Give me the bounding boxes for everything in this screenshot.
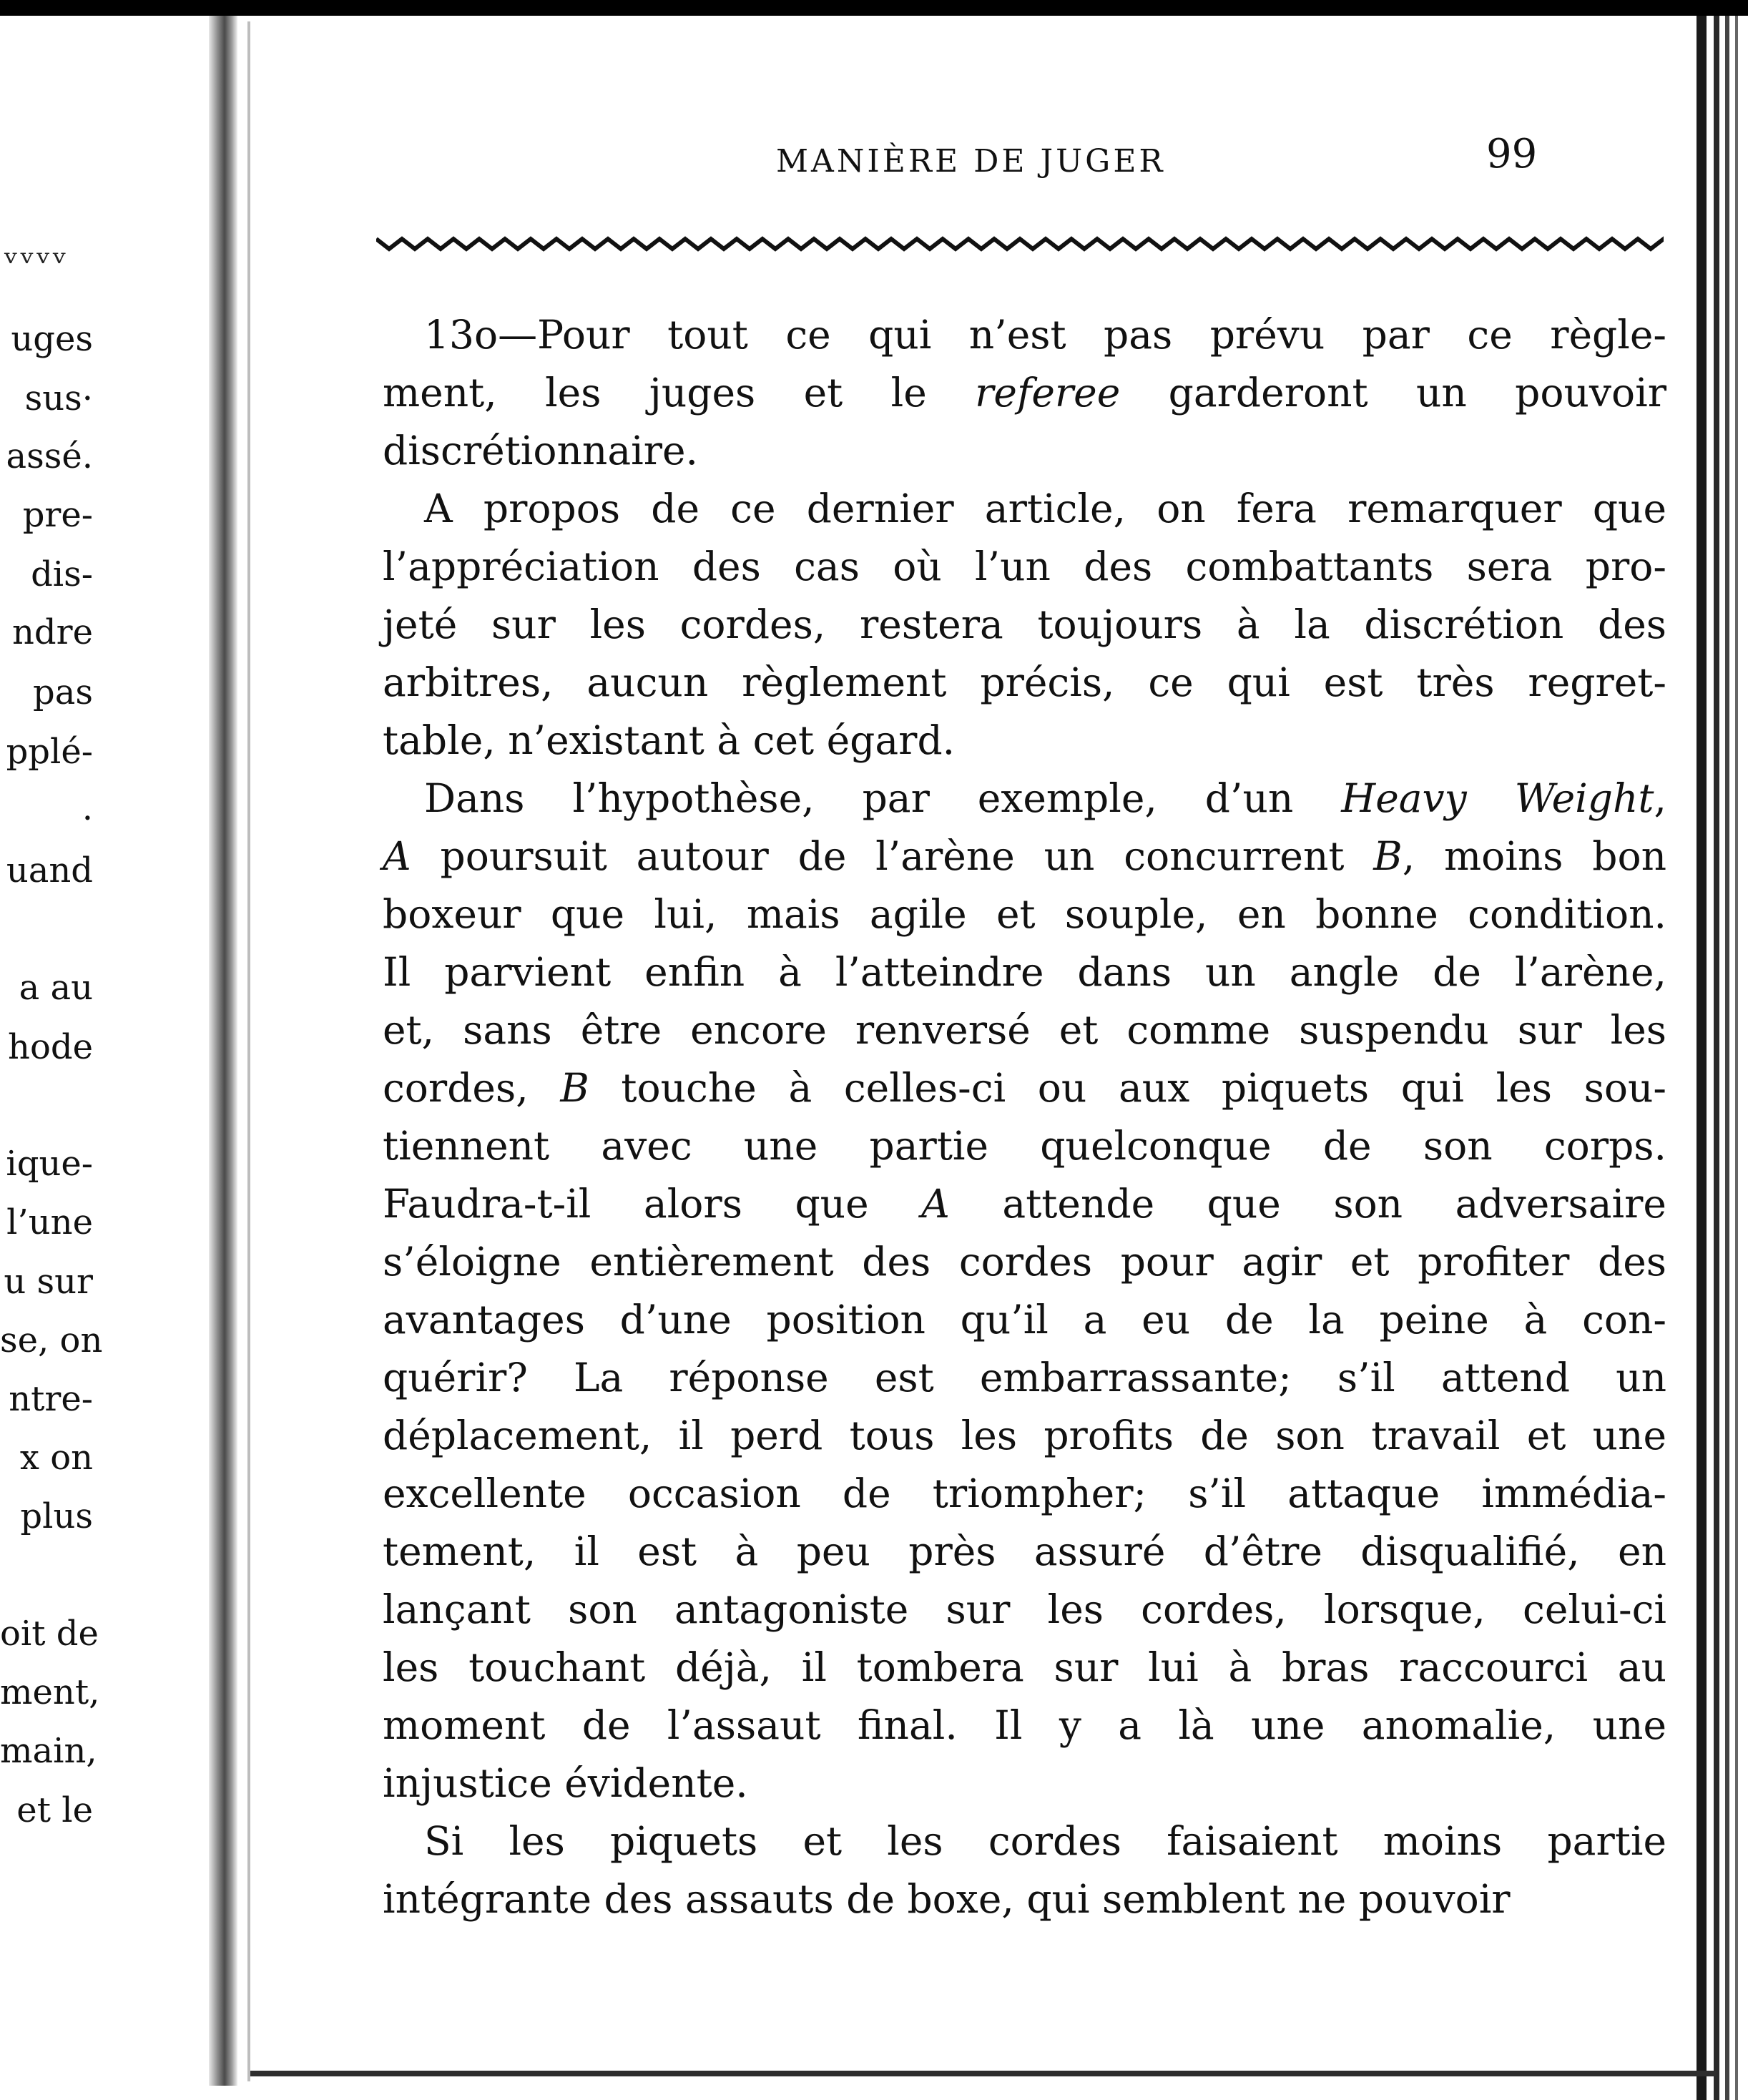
left-page-fragment-line: uand [6,850,93,890]
text-line [383,1755,1666,1812]
left-page-fragment-line: pre- [22,495,93,535]
text-line [383,1523,1666,1581]
left-page-fragment-line: sus· [24,378,93,418]
left-page-fragment-line: uges [11,319,93,359]
text-line [383,1349,1666,1407]
line-text: , [1654,775,1666,821]
line-text: tiennent avec une partie quelconque de son corps. [383,1123,1666,1169]
italic-term: A [383,833,411,879]
line-text: 13o—Pour tout ce qui n’est pas prévu par ce règle- [424,312,1666,358]
text-line [383,1117,1666,1175]
left-page-fragment-line: l’une [6,1202,93,1242]
left-page-fragment [0,0,209,2100]
text-line [383,480,1666,538]
line-text: s’éloigne entièrement des cordes pour agir et profiter des [383,1239,1666,1285]
left-page-fragment-line: oit de [0,1614,99,1654]
page-bottom-edge [250,2071,1717,2076]
line-text: attende que son adversaire [949,1181,1666,1227]
left-page-fragment-line: u sur [4,1262,93,1302]
line-text: intégrante des assauts de boxe, qui semblent ne pouvoir [383,1876,1511,1922]
text-line [383,1175,1666,1233]
left-page-fragment-line: et le [16,1790,93,1830]
book-gutter [209,16,237,2086]
italic-term: B [560,1065,589,1111]
line-text: , moins bon [1402,833,1666,879]
text-line [383,770,1666,828]
paragraph [383,1812,1666,1928]
paragraph [383,480,1666,770]
line-text: quérir? La réponse est embarrassante; s’il attend un [383,1355,1666,1400]
text-line [383,1639,1666,1697]
text-line [383,712,1666,770]
left-page-fragment-line: pas [33,672,93,712]
text-line [383,1291,1666,1349]
line-text: A propos de ce dernier article, on fera remarquer que [424,486,1666,531]
zigzag-rule-ornament [376,235,1664,253]
paragraph [383,770,1666,1812]
line-text: lançant son antagoniste sur les cordes, lorsque, celui-ci [383,1586,1666,1632]
left-page-fragment-line: ique- [6,1144,93,1184]
left-page-fragment-line: plus [20,1496,93,1536]
left-page-fragment-line: a au [19,968,93,1008]
line-text: Si les piquets et les cordes faisaient moins partie [424,1818,1666,1864]
line-text: ment, les juges et le [383,370,976,416]
line-text: et, sans être encore renversé et comme suspendu sur les [383,1007,1666,1053]
text-line [383,1697,1666,1755]
zigzag-line [376,239,1664,249]
italic-term: Heavy Weight [1341,775,1654,821]
line-text: arbitres, aucun règlement précis, ce qui est très regret- [383,659,1666,705]
page-stack-edges [1697,16,1748,2100]
left-page-fragment-line: pplé- [6,732,93,772]
paragraph [383,306,1666,480]
italic-term: B [1373,833,1403,879]
text-line [383,1407,1666,1465]
left-page-fragment-line: assé. [6,436,93,476]
running-title: MANIÈRE DE JUGER [776,143,1166,180]
line-text: avantages d’une position qu’il a eu de la peine à con- [383,1297,1666,1343]
text-line [383,1059,1666,1117]
italic-term: referee [975,370,1121,416]
line-text: touche à celles-ci ou aux piquets qui les sou- [589,1065,1667,1111]
left-page-ornament: ᵥᵥᵥᵥ [4,230,69,272]
line-text: boxeur que lui, mais agile et souple, en bonne condition. [383,891,1666,937]
line-text: discrétionnaire. [383,428,699,474]
text-line [383,1465,1666,1523]
line-text: déplacement, il perd tous les profits de son travail et une [383,1413,1666,1458]
text-line [383,1001,1666,1059]
line-text: Dans l’hypothèse, par exemple, d’un [424,775,1342,821]
left-page-fragment-line: dis- [31,554,93,594]
line-text: garderont un pouvoir [1120,370,1666,416]
left-page-fragment-line: hode [8,1027,93,1067]
text-line [383,422,1666,480]
text-line [383,1581,1666,1639]
text-line [383,1233,1666,1291]
line-text: table, n’existant à cet égard. [383,717,956,763]
book-page [250,0,1697,2100]
line-text: excellente occasion de triompher; s’il attaque immédia- [383,1471,1666,1516]
line-text: Il parvient enfin à l’atteindre dans un angle de l’arène, [383,949,1666,995]
text-line [383,828,1666,885]
left-page-fragment-line: . [82,788,93,828]
line-text: les touchant déjà, il tombera sur lui à bras raccourci au [383,1644,1666,1690]
line-text: jeté sur les cordes, restera toujours à la discrétion des [383,602,1666,647]
line-text: l’appréciation des cas où l’un des combattants sera pro- [383,544,1666,589]
left-page-fragment-line: ndre [12,612,93,652]
text-line [383,654,1666,712]
line-text: tement, il est à peu près assuré d’être disqualifié, en [383,1529,1666,1574]
left-page-line-endings [0,0,209,2100]
text-line [383,538,1666,596]
left-page-fragment-line: x on [19,1438,93,1478]
italic-term: A [921,1181,950,1227]
line-text: cordes, [383,1065,561,1111]
text-line [383,364,1666,422]
text-line [383,1870,1666,1928]
line-text: injustice évidente. [383,1760,748,1806]
text-line [383,885,1666,943]
page-body-text [383,306,1666,1928]
text-line [383,943,1666,1001]
line-text: Faudra-t-il alors que [383,1181,922,1227]
left-page-fragment-line: se, on [0,1320,103,1360]
left-page-fragment-line: main, [0,1731,97,1771]
text-line [383,596,1666,654]
text-line [383,1812,1666,1870]
page-number: 99 [1486,131,1538,177]
left-page-fragment-line: ment, [0,1672,100,1712]
left-page-fragment-line: ntre- [9,1379,93,1419]
line-text: moment de l’assaut final. Il y a là une anomalie, une [383,1702,1666,1748]
text-line [383,306,1666,364]
line-text: poursuit autour de l’arène un concurrent [411,833,1374,879]
